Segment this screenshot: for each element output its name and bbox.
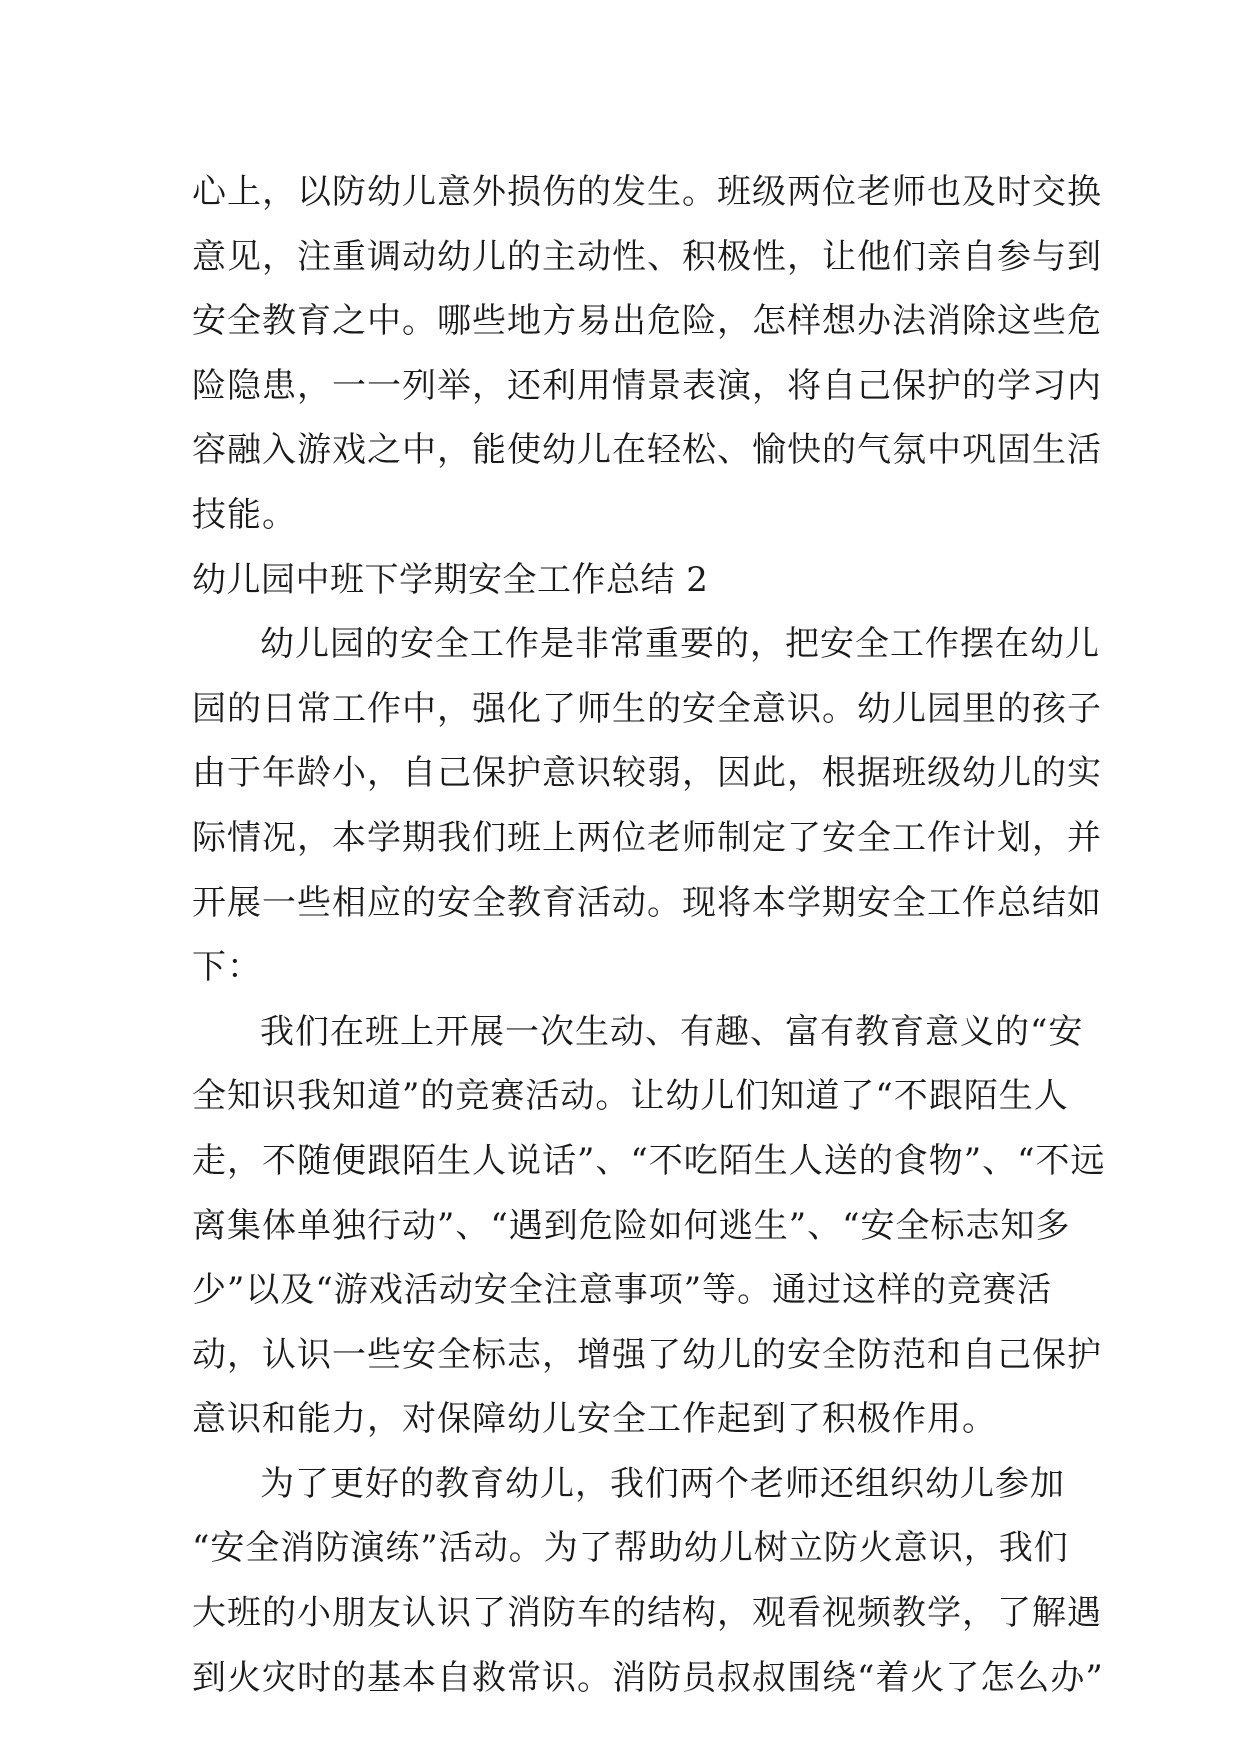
text-line: 到火灾时的基本自救常识。消防员叔叔围绕“着火了怎么办” [192, 1657, 1104, 1698]
paragraph-competition [192, 1000, 1106, 1452]
section-heading: 幼儿园中班下学期安全工作总结 2 [192, 559, 709, 600]
text-line: 少”以及“游戏活动安全注意事项”等。通过这样的竞赛活 [192, 1270, 1053, 1311]
text-line: 容融入游戏之中，能使幼儿在轻松、愉快的气氛中巩固生活 [192, 430, 1102, 471]
text-line: 全知识我知道”的竞赛活动。让幼儿们知道了“不跟陌生人 [192, 1076, 1069, 1117]
text-line: 动，认识一些安全标志，增强了幼儿的安全防范和自己保护 [192, 1334, 1102, 1375]
text-line: 意见，注重调动幼儿的主动性、积极性，让他们亲自参与到 [192, 236, 1102, 277]
text-line: 幼儿园的安全工作是非常重要的，把安全工作摆在幼儿 [260, 624, 1100, 665]
text-line: 为了更好的教育幼儿，我们两个老师还组织幼儿参加 [260, 1463, 1065, 1504]
text-line: 际情况，本学期我们班上两位老师制定了安全工作计划，并 [192, 817, 1102, 858]
text-line: 开展一些相应的安全教育活动。现将本学期安全工作总结如 [192, 882, 1102, 923]
text-line: 大班的小朋友认识了消防车的结构，观看视频教学，了解遇 [192, 1593, 1102, 1634]
text-line: 心上，以防幼儿意外损伤的发生。班级两位老师也及时交换 [192, 172, 1102, 212]
text-line: 险隐患，一一列举，还利用情景表演，将自己保护的学习内 [192, 365, 1102, 406]
text-line: 安全教育之中。哪些地方易出危险，怎样想办法消除这些危 [192, 301, 1102, 342]
text-line: 园的日常工作中，强化了师生的安全意识。幼儿园里的孩子 [192, 688, 1102, 729]
paragraph-continuation [192, 160, 1102, 548]
text-line: 我们在班上开展一次生动、有趣、富有教育意义的“安 [260, 1011, 1084, 1052]
document-body [192, 160, 1106, 1710]
text-line: 离集体单独行动”、“遇到危险如何逃生”、“安全标志知多 [192, 1205, 1071, 1246]
text-line: 走，不随便跟陌生人说话”、“不吃陌生人送的食物”、“不远 [192, 1140, 1106, 1181]
paragraph-intro [192, 612, 1102, 1000]
text-line: 意识和能力，对保障幼儿安全工作起到了积极作用。 [192, 1399, 997, 1440]
text-line: “安全消防演练”活动。为了帮助幼儿树立防火意识，我们 [192, 1528, 1069, 1569]
paragraph-fire-drill [192, 1452, 1104, 1710]
text-line: 由于年龄小，自己保护意识较弱，因此，根据班级幼儿的实 [192, 753, 1102, 794]
text-line: 技能。 [192, 494, 297, 535]
text-line: 下： [192, 947, 262, 988]
